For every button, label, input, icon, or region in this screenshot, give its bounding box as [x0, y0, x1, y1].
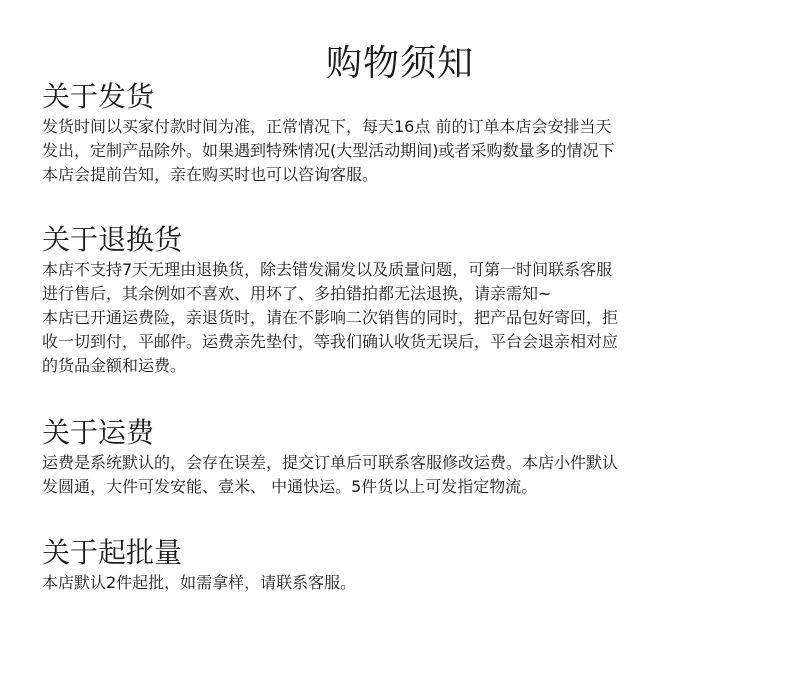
returns-heading: 关于退换货 — [42, 223, 183, 256]
shipping-text — [42, 115, 777, 187]
freight-heading: 关于运费 — [42, 416, 155, 449]
minimum-order-section — [42, 535, 777, 595]
text-line: 本店默认2件起批，如需拿样，请联系客服。 — [42, 573, 357, 592]
shipping-section — [42, 79, 777, 187]
freight-text — [42, 451, 777, 499]
returns-text — [42, 258, 777, 378]
returns-section — [42, 222, 777, 378]
minimum-order-heading: 关于起批量 — [42, 536, 183, 569]
text-line: 运费是系统默认的，会存在误差，提交订单后可联系客服修改运费。本店小件默认 — [42, 453, 619, 472]
minimum-order-text — [42, 571, 777, 595]
text-line: 发货时间以买家付款时间为准，正常情况下，每天16点 前的订单本店会安排当天 — [42, 117, 612, 136]
text-line: 本店已开通运费险，亲退货时，请在不影响二次销售的同时，把产品包好寄回，拒 — [42, 308, 619, 327]
page-title: 购物须知 — [325, 43, 474, 85]
text-line: 进行售后，其余例如不喜欢、用坏了、多拍错拍都无法退换，请亲需知~ — [42, 284, 552, 303]
freight-section — [42, 415, 777, 499]
shipping-heading: 关于发货 — [42, 80, 155, 113]
text-line: 收一切到付，平邮件。运费亲先垫付，等我们确认收货无误后，平台会退亲相对应 — [42, 332, 619, 351]
text-line: 本店会提前告知，亲在购买时也可以咨询客服。 — [42, 165, 379, 184]
text-line: 发圆通，大件可发安能、壹米、 中通快运。5件货以上可发指定物流。 — [42, 477, 538, 496]
text-line: 发出，定制产品除外。如果遇到特殊情况(大型活动期间)或者采购数量多的情况下 — [42, 141, 615, 160]
text-line: 的货品金额和运费。 — [42, 356, 187, 375]
text-line: 本店不支持7天无理由退换货，除去错发漏发以及质量问题，可第一时间联系客服 — [42, 260, 613, 279]
